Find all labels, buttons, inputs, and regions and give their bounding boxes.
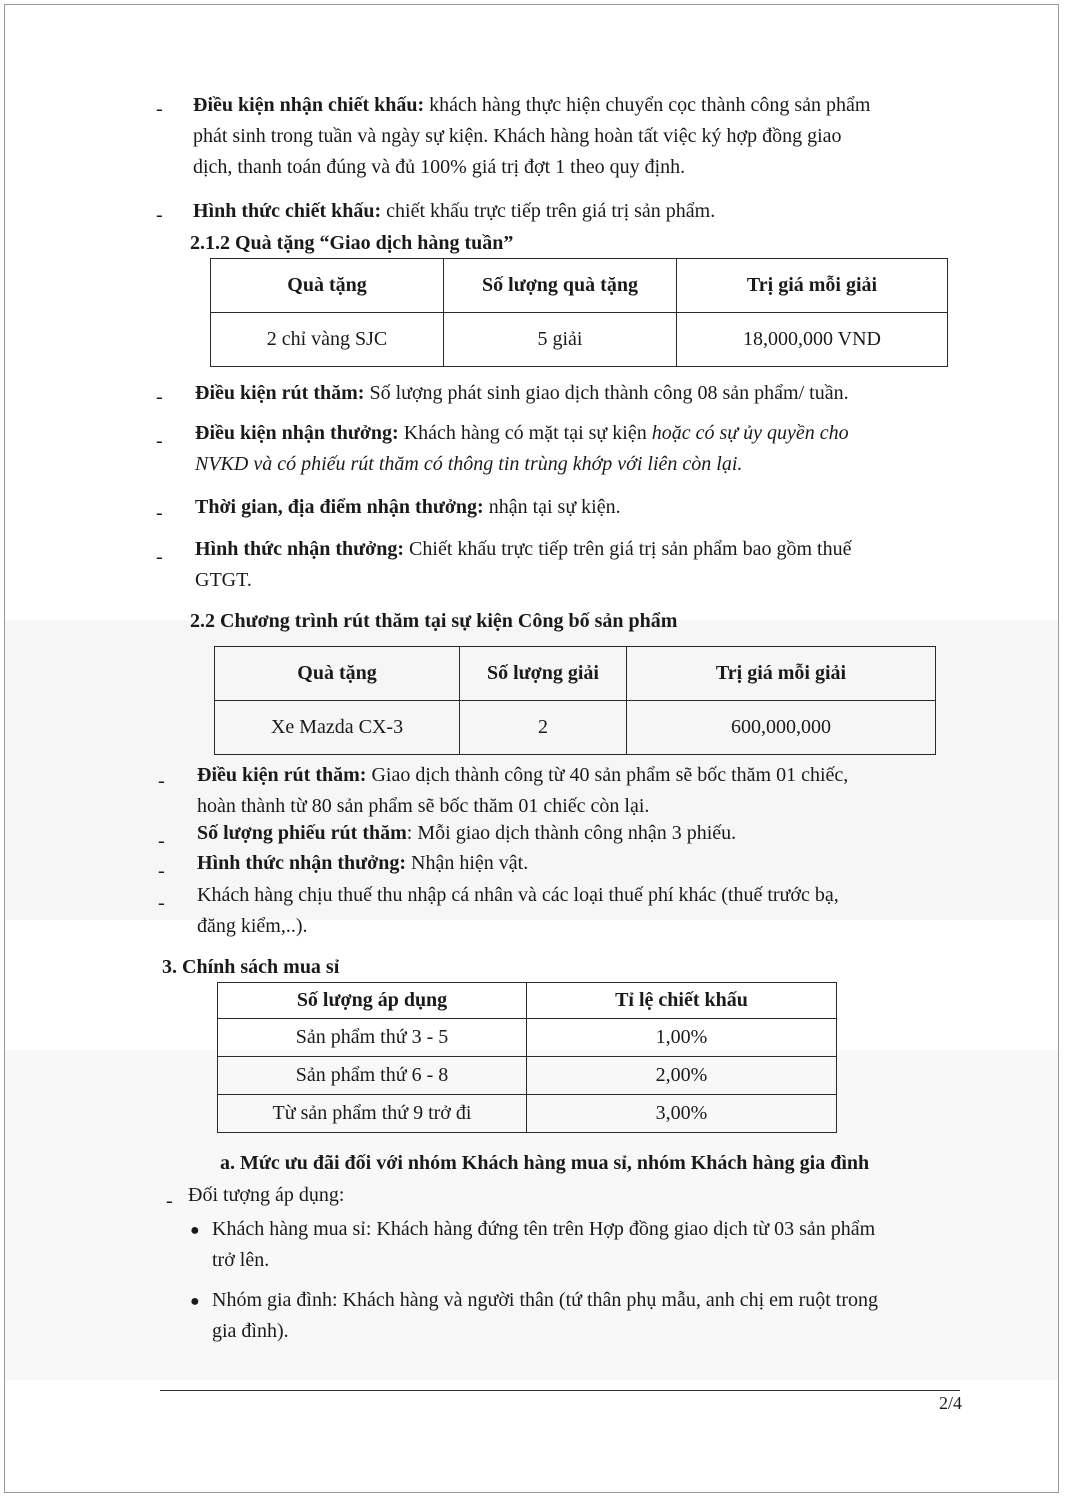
bullet-reward-time-place: Thời gian, địa điểm nhận thưởng: nhận tại sự kiện. — [195, 496, 621, 518]
section-heading-2-2: 2.2 Chương trình rút thăm tại sự kiện Công bố sản phẩm — [190, 610, 678, 632]
dash-bullet: - — [156, 546, 163, 568]
bullet-discount-form: Hình thức chiết khấu: chiết khấu trực tiếp trên giá trị sản phẩm. — [193, 200, 716, 222]
table-launch-draw — [214, 646, 936, 755]
dash-bullet: - — [156, 204, 163, 226]
table-header: Số lượng áp dụng — [218, 983, 527, 1019]
bullet-dot-icon: ● — [190, 1222, 200, 1239]
dash-bullet: - — [158, 860, 165, 882]
table-weekly-gift — [210, 258, 948, 367]
dash-bullet: - — [156, 386, 163, 408]
table-header: Trị giá mỗi giải — [677, 259, 948, 313]
footer-rule — [160, 1390, 960, 1391]
bullet-reward-condition: Điều kiện nhận thưởng: Khách hàng có mặt tại sự kiện hoặc có sự ủy quyền cho NVKD và có phiếu rút thăm có thông tin trùng khớp với liên còn lại. — [195, 422, 849, 475]
table-header: Quà tặng — [215, 647, 460, 701]
bullet-tax-note: Khách hàng chịu thuế thu nhập cá nhân và các loại thuế phí khác (thuế trước bạ, đăng kiểm,..). — [197, 884, 839, 937]
table-cell: Sản phẩm thứ 3 - 5 — [218, 1019, 527, 1057]
bullet-draw-condition: Điều kiện rút thăm: Số lượng phát sinh giao dịch thành công 08 sản phẩm/ tuần. — [195, 382, 849, 404]
bullet-reward-form: Hình thức nhận thưởng: Chiết khấu trực tiếp trên giá trị sản phẩm bao gồm thuế GTGT. — [195, 538, 852, 591]
table-cell: 2 chỉ vàng SJC — [211, 313, 444, 367]
bullet-label: Điều kiện nhận chiết khấu: — [193, 94, 425, 116]
table-cell: Từ sản phẩm thứ 9 trở đi — [218, 1095, 527, 1133]
bullet-reward-form-2: Hình thức nhận thưởng: Nhận hiện vật. — [197, 852, 529, 874]
sub-heading-a: a. Mức ưu đãi đối với nhóm Khách hàng mua sỉ, nhóm Khách hàng gia đình — [220, 1152, 870, 1174]
dash-bullet: - — [158, 770, 165, 792]
table-wholesale — [217, 982, 837, 1133]
dash-bullet: - — [156, 502, 163, 524]
page-number: 2/4 — [938, 1393, 962, 1413]
bullet-discount-condition: Điều kiện nhận chiết khấu: khách hàng thực hiện chuyển cọc thành công sản phẩm phát sinh trong tuần và ngày sự kiện. Khách hàng hoàn tất việc ký hợp đồng giao dịch, thanh toán đúng và đủ 100% giá trị đợt 1 theo quy định. — [193, 94, 871, 178]
table-cell: Xe Mazda CX-3 — [215, 701, 460, 755]
table-cell: 3,00% — [527, 1095, 837, 1133]
table-cell: 5 giải — [444, 313, 677, 367]
table-cell: 600,000,000 — [627, 701, 936, 755]
table-cell: Sản phẩm thứ 6 - 8 — [218, 1057, 527, 1095]
table-cell: 2 — [460, 701, 627, 755]
table-cell: 1,00% — [527, 1019, 837, 1057]
section-heading-3: 3. Chính sách mua sỉ — [162, 956, 340, 978]
dash-bullet: - — [158, 830, 165, 852]
table-header: Số lượng giải — [460, 647, 627, 701]
table-header: Số lượng quà tặng — [444, 259, 677, 313]
bullet-dot-icon: ● — [190, 1293, 200, 1310]
bullet-ticket-count: Số lượng phiếu rút thăm: Mỗi giao dịch thành công nhận 3 phiếu. — [197, 822, 737, 844]
applies-to-label: Đối tượng áp dụng: — [188, 1184, 345, 1206]
wholesale-customer-item: Khách hàng mua sỉ: Khách hàng đứng tên trên Hợp đồng giao dịch từ 03 sản phẩm trở lên. — [212, 1218, 876, 1271]
bullet-draw-condition-2: Điều kiện rút thăm: Giao dịch thành công từ 40 sản phẩm sẽ bốc thăm 01 chiếc, hoàn thành từ 80 sản phẩm sẽ bốc thăm 01 chiếc còn lại. — [197, 764, 849, 817]
family-group-item: Nhóm gia đình: Khách hàng và người thân (tứ thân phụ mẫu, anh chị em ruột trong gia đình). — [212, 1289, 879, 1342]
dash-bullet: - — [156, 98, 163, 120]
table-header: Quà tặng — [211, 259, 444, 313]
table-cell: 18,000,000 VND — [677, 313, 948, 367]
table-header: Tỉ lệ chiết khấu — [527, 983, 837, 1019]
table-header: Trị giá mỗi giải — [627, 647, 936, 701]
dash-bullet: - — [158, 892, 165, 914]
dash-bullet: - — [156, 430, 163, 452]
dash-bullet: - — [166, 1190, 173, 1212]
table-cell: 2,00% — [527, 1057, 837, 1095]
section-heading-2-1-2: 2.1.2 Quà tặng “Giao dịch hàng tuần” — [190, 232, 514, 254]
